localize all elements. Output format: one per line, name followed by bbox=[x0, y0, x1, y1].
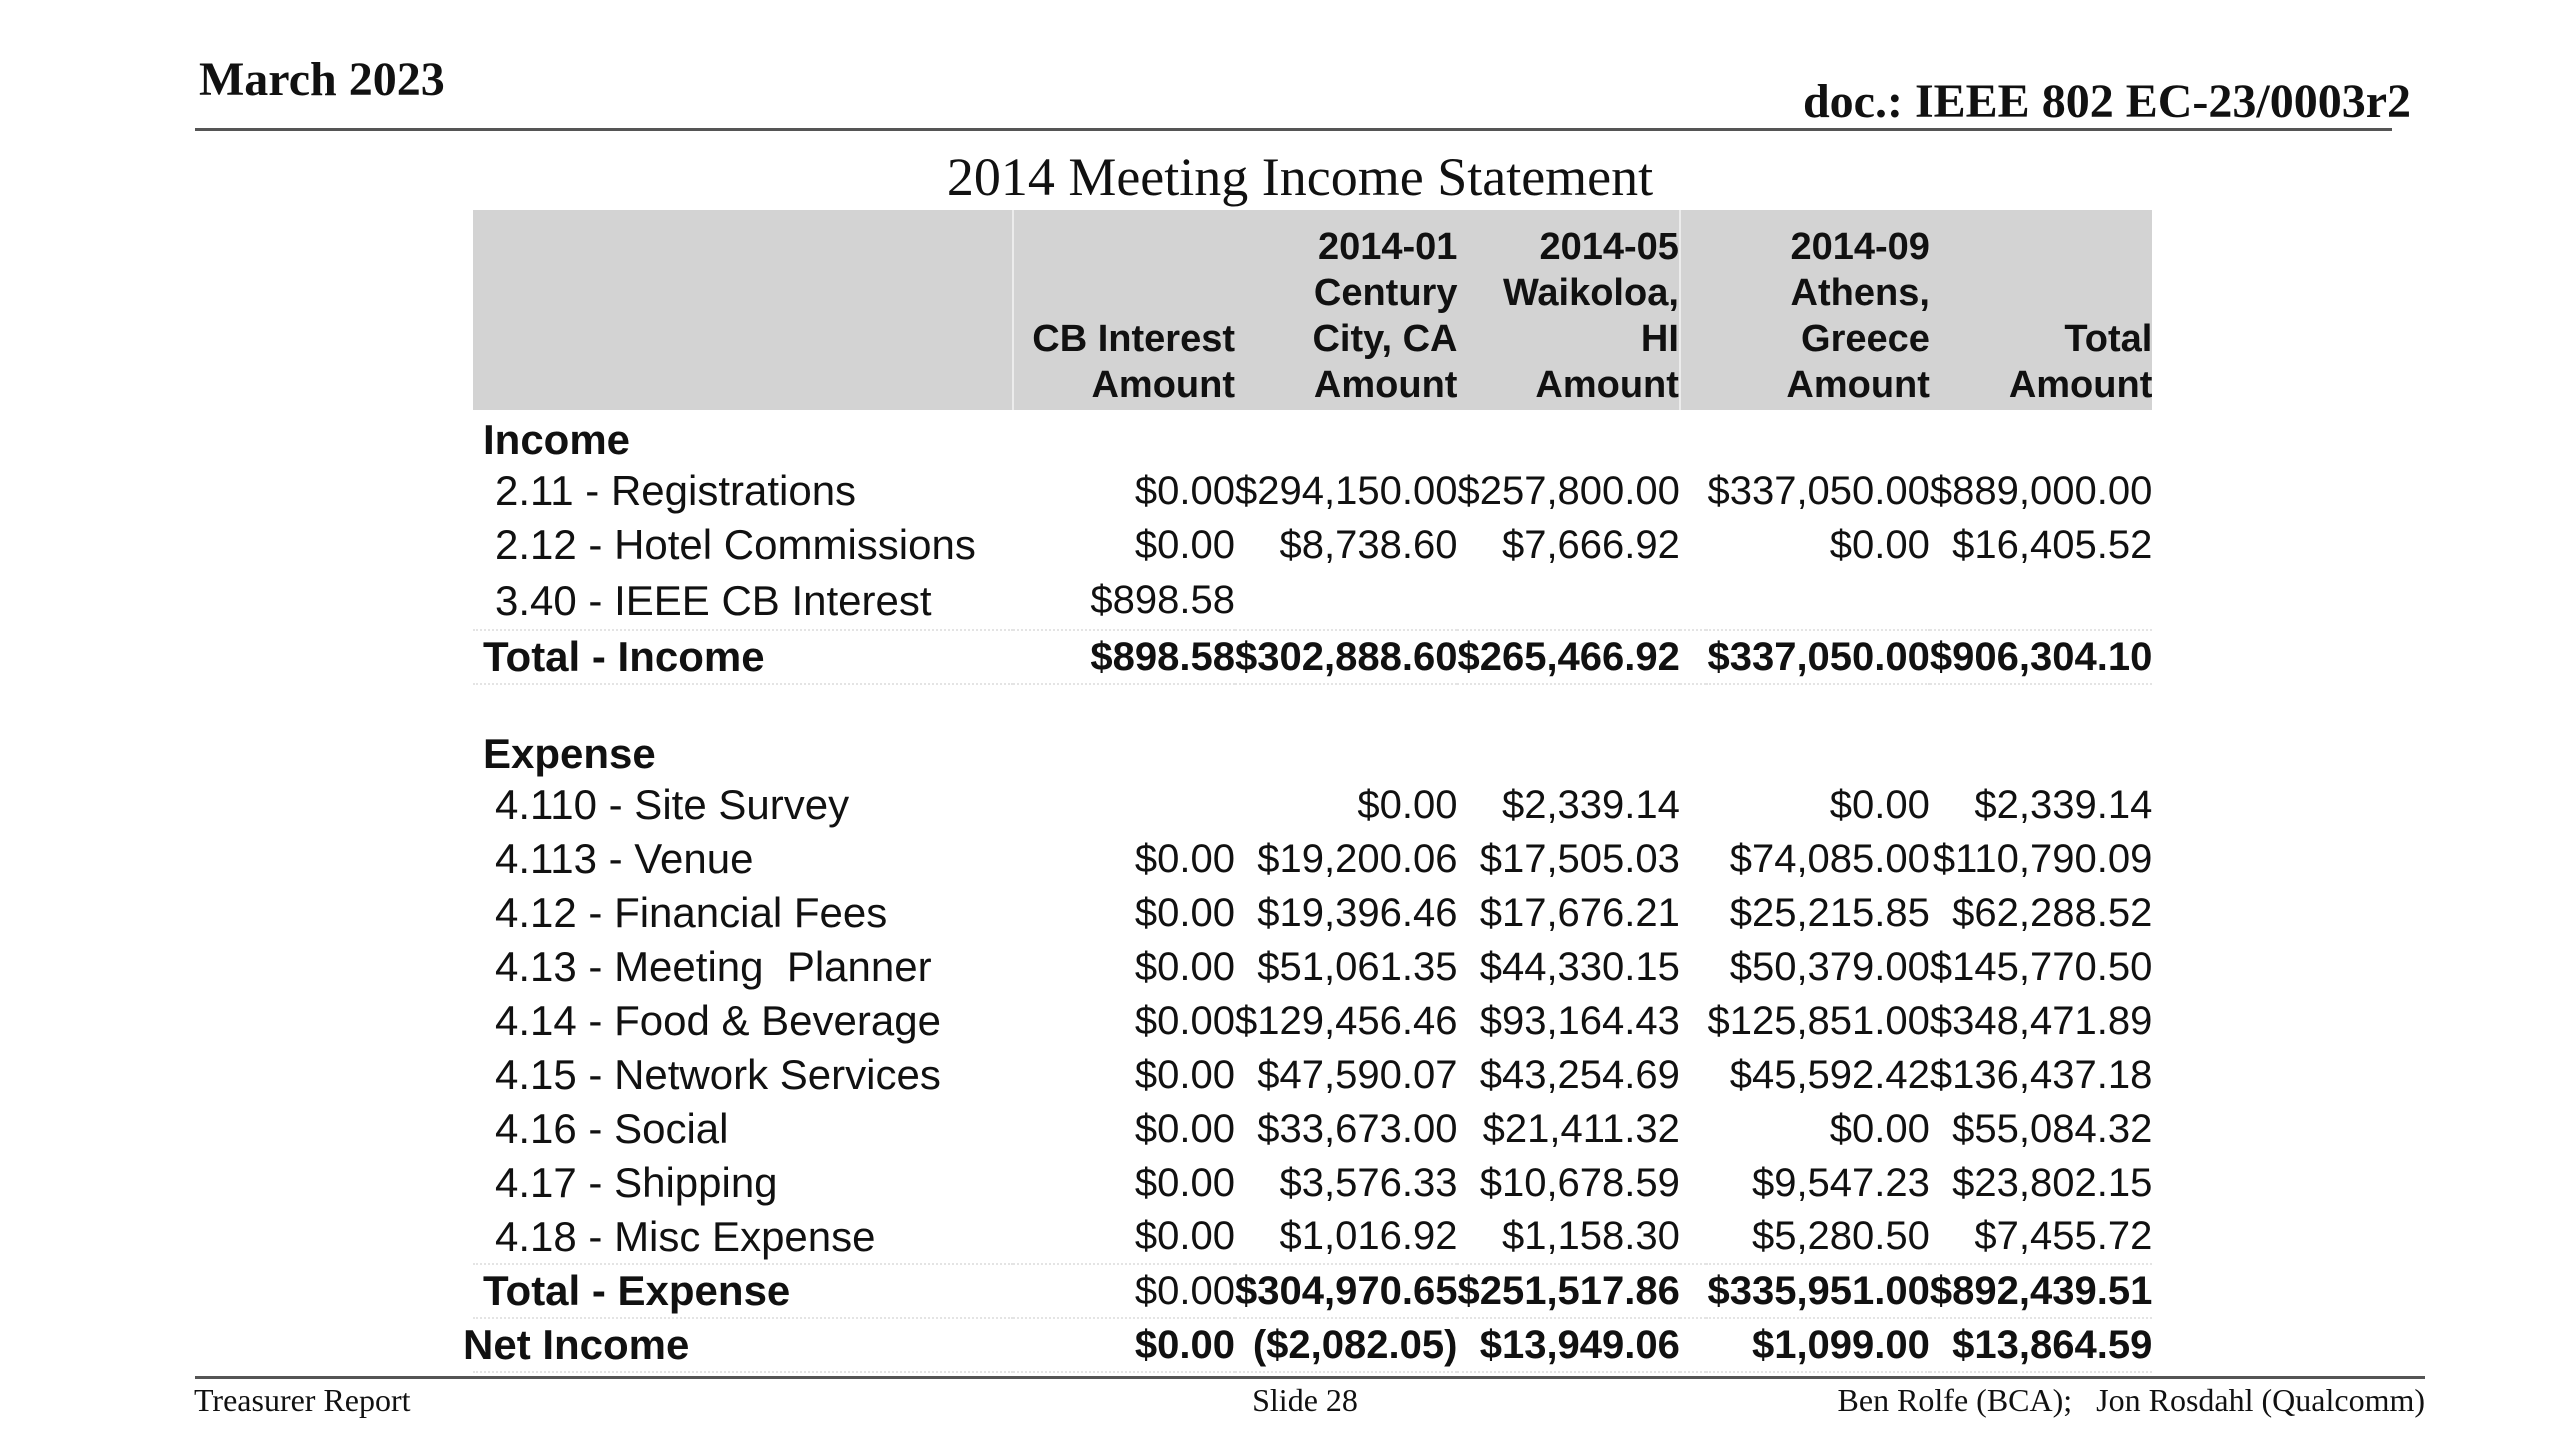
cell-cb-interest: $0.00 bbox=[1134, 1052, 1235, 1097]
row-label: Total - Income bbox=[473, 630, 1013, 684]
cell-total: $110,790.09 bbox=[1932, 836, 2153, 881]
column-header-2014-05 bbox=[1457, 210, 1679, 410]
cell-2014-01 bbox=[1235, 572, 1457, 630]
column-header-total bbox=[1930, 210, 2152, 410]
cell-2014-09 bbox=[1706, 572, 1930, 630]
gap-cell bbox=[1680, 778, 1706, 832]
cell-2014-09: $74,085.00 bbox=[1729, 836, 1930, 881]
gap-cell bbox=[1680, 1102, 1706, 1156]
cell-cb-interest: $898.58 bbox=[1013, 572, 1235, 630]
cell-2014-01: $33,673.00 bbox=[1257, 1106, 1458, 1151]
table-row bbox=[473, 518, 2152, 572]
cell-2014-09: $45,592.42 bbox=[1729, 1052, 1930, 1097]
cell-2014-09: $25,215.85 bbox=[1729, 890, 1930, 935]
cell-total: $889,000.00 bbox=[1929, 468, 2153, 513]
cell-2014-05: $13,949.06 bbox=[1457, 1318, 1679, 1372]
cell-2014-09: $0.00 bbox=[1829, 522, 1930, 567]
header-line: City, CA bbox=[1312, 318, 1458, 360]
cell-cb-interest: $0.00 bbox=[1013, 1264, 1235, 1318]
table-row bbox=[473, 1156, 2152, 1210]
gap-cell bbox=[1680, 940, 1706, 994]
header-line: Century bbox=[1313, 272, 1458, 314]
gap-cell bbox=[1680, 886, 1706, 940]
table-row bbox=[473, 940, 2152, 994]
footer-authors: Ben Rolfe (BCA); Jon Rosdahl (Qualcomm) bbox=[1837, 1382, 2425, 1418]
cell-2014-05: $44,330.15 bbox=[1479, 944, 1680, 989]
cell-2014-09: $337,050.00 bbox=[1707, 468, 1930, 513]
header-line: Athens, bbox=[1790, 272, 1930, 314]
cell-2014-05: $7,666.92 bbox=[1501, 522, 1680, 567]
cell-2014-09: $335,951.00 bbox=[1706, 1264, 1930, 1318]
row-label: Net Income bbox=[463, 1318, 1003, 1372]
cell-2014-01: $129,456.46 bbox=[1235, 998, 1458, 1043]
cell-2014-09: $337,050.00 bbox=[1706, 630, 1930, 684]
expense-section-label: Expense bbox=[483, 730, 656, 777]
cell-cb-interest: $0.00 bbox=[1134, 944, 1235, 989]
cell-total: $145,770.50 bbox=[1929, 944, 2153, 989]
gap-cell bbox=[1680, 518, 1706, 572]
column-header-2014-09 bbox=[1706, 210, 1930, 410]
cell-cb-interest: $0.00 bbox=[1134, 836, 1235, 881]
table-row bbox=[473, 1048, 2152, 1102]
header-line: 2014-09 bbox=[1790, 226, 1930, 268]
header-line: Greece bbox=[1801, 318, 1930, 360]
header-line: 2014-01 bbox=[1317, 226, 1458, 268]
cell-2014-05 bbox=[1457, 572, 1679, 630]
cell-2014-01: $19,396.46 bbox=[1257, 890, 1458, 935]
cell-total: $23,802.15 bbox=[1952, 1160, 2153, 1205]
row-label: 2.12 - Hotel Commissions bbox=[495, 521, 976, 568]
table-row bbox=[473, 1102, 2152, 1156]
cell-cb-interest: $0.00 bbox=[1134, 468, 1235, 513]
cell-cb-interest: $0.00 bbox=[1134, 890, 1235, 935]
header-line: Amount bbox=[1786, 364, 1930, 406]
gap-cell bbox=[1680, 1156, 1706, 1210]
cell-2014-09: $0.00 bbox=[1829, 1106, 1930, 1151]
cell-2014-09: $1,099.00 bbox=[1706, 1318, 1930, 1372]
cell-2014-01: $51,061.35 bbox=[1257, 944, 1458, 989]
cell-cb-interest bbox=[1013, 778, 1235, 832]
table-row bbox=[473, 464, 2152, 518]
row-label: 3.40 - IEEE CB Interest bbox=[473, 572, 1013, 630]
cell-2014-05: $17,505.03 bbox=[1479, 836, 1680, 881]
gap-cell bbox=[1680, 1210, 1706, 1264]
expense-total-row bbox=[473, 1264, 2152, 1318]
income-section-label: Income bbox=[483, 416, 631, 463]
cell-cb-interest: $898.58 bbox=[1013, 630, 1235, 684]
cell-2014-09: $9,547.23 bbox=[1751, 1160, 1930, 1205]
slide-number: Slide 28 bbox=[1252, 1382, 1358, 1418]
cell-2014-05: $17,676.21 bbox=[1479, 890, 1680, 935]
row-label: 2.11 - Registrations bbox=[495, 467, 857, 514]
cell-cb-interest: $0.00 bbox=[1134, 998, 1235, 1043]
cell-total: $348,471.89 bbox=[1929, 998, 2153, 1043]
cell-total: $906,304.10 bbox=[1930, 630, 2152, 684]
table-row bbox=[473, 994, 2152, 1048]
row-label: Total - Expense bbox=[473, 1264, 1013, 1318]
gap-cell bbox=[1680, 572, 1706, 630]
header-line: Amount bbox=[2008, 364, 2153, 406]
table-row bbox=[473, 778, 2152, 832]
table-row bbox=[473, 832, 2152, 886]
cell-2014-05: $93,164.43 bbox=[1479, 998, 1680, 1043]
cell-2014-05: $2,339.14 bbox=[1501, 782, 1680, 827]
cell-total: $62,288.52 bbox=[1952, 890, 2153, 935]
income-total-row bbox=[473, 630, 2152, 684]
cell-total: $55,084.32 bbox=[1952, 1106, 2153, 1151]
cell-total: $13,864.59 bbox=[1930, 1318, 2152, 1372]
gap-cell bbox=[1680, 630, 1706, 684]
expense-section-row bbox=[473, 724, 2152, 778]
cell-cb-interest: $0.00 bbox=[1134, 1160, 1235, 1205]
header-rule bbox=[195, 128, 2392, 131]
header-line: HI bbox=[1640, 318, 1679, 360]
cell-2014-09: $125,851.00 bbox=[1707, 998, 1930, 1043]
table-header-row bbox=[473, 210, 2152, 410]
row-label: 4.18 - Misc Expense bbox=[473, 1210, 1013, 1264]
table-row bbox=[473, 572, 2152, 630]
column-header-2014-01 bbox=[1235, 210, 1457, 410]
cell-2014-01: $3,576.33 bbox=[1279, 1160, 1458, 1205]
cell-2014-05: $10,678.59 bbox=[1479, 1160, 1680, 1205]
cell-2014-01: $302,888.60 bbox=[1235, 630, 1457, 684]
row-label: 4.15 - Network Services bbox=[495, 1051, 941, 1098]
income-statement-table bbox=[463, 210, 2153, 1373]
row-label: 4.14 - Food & Beverage bbox=[495, 997, 941, 1044]
row-label: 4.113 - Venue bbox=[495, 835, 754, 882]
cell-2014-01: $8,738.60 bbox=[1279, 522, 1458, 567]
row-label: 4.17 - Shipping bbox=[495, 1159, 778, 1206]
gap-cell bbox=[1680, 464, 1706, 518]
cell-2014-05: $21,411.32 bbox=[1482, 1106, 1680, 1151]
cell-2014-05: $43,254.69 bbox=[1479, 1052, 1680, 1097]
column-header-cb-interest bbox=[1013, 210, 1235, 410]
cell-2014-05: $265,466.92 bbox=[1457, 630, 1679, 684]
header-gap-cell bbox=[1680, 210, 1706, 410]
cell-2014-01: $294,150.00 bbox=[1235, 468, 1458, 513]
row-label: 4.12 - Financial Fees bbox=[495, 889, 888, 936]
cell-2014-01: $47,590.07 bbox=[1257, 1052, 1458, 1097]
header-line: Total bbox=[2064, 318, 2153, 360]
cell-total: $2,339.14 bbox=[1974, 782, 2153, 827]
header-line: Amount bbox=[1091, 364, 1235, 406]
cell-cb-interest: $0.00 bbox=[1134, 522, 1235, 567]
spacer-row bbox=[473, 684, 2152, 724]
header-date: March 2023 bbox=[199, 53, 445, 106]
cell-total: $7,455.72 bbox=[1930, 1210, 2152, 1264]
cell-2014-01: $0.00 bbox=[1357, 782, 1458, 827]
income-section-row bbox=[473, 410, 2152, 464]
cell-2014-05: $251,517.86 bbox=[1457, 1264, 1679, 1318]
gap-cell bbox=[1680, 994, 1706, 1048]
header-line: CB Interest bbox=[1032, 318, 1235, 360]
cell-2014-01: ($2,082.05) bbox=[1235, 1318, 1457, 1372]
gap-cell bbox=[1680, 832, 1706, 886]
page-title: 2014 Meeting Income Statement bbox=[946, 147, 1654, 207]
net-income-row bbox=[473, 1318, 2152, 1372]
cell-cb-interest: $0.00 bbox=[1013, 1210, 1235, 1264]
cell-total: $16,405.52 bbox=[1952, 522, 2153, 567]
gap-cell bbox=[1680, 1318, 1706, 1372]
header-label-cell bbox=[473, 210, 1013, 410]
cell-cb-interest: $0.00 bbox=[1013, 1318, 1235, 1372]
cell-2014-01: $19,200.06 bbox=[1257, 836, 1458, 881]
cell-2014-01: $304,970.65 bbox=[1235, 1264, 1457, 1318]
cell-2014-09: $50,379.00 bbox=[1729, 944, 1930, 989]
cell-total: $892,439.51 bbox=[1930, 1264, 2152, 1318]
cell-2014-01: $1,016.92 bbox=[1235, 1210, 1457, 1264]
gap-cell bbox=[1680, 1048, 1706, 1102]
cell-cb-interest: $0.00 bbox=[1134, 1106, 1235, 1151]
cell-2014-09: $5,280.50 bbox=[1706, 1210, 1930, 1264]
header-line: Waikoloa, bbox=[1502, 272, 1679, 314]
table-row bbox=[473, 1210, 2152, 1264]
gap-cell bbox=[1680, 1264, 1706, 1318]
row-label: 4.110 - Site Survey bbox=[495, 781, 850, 828]
header-line: Amount bbox=[1313, 364, 1458, 406]
footer-rule bbox=[195, 1376, 2425, 1379]
footer-left: Treasurer Report bbox=[194, 1382, 411, 1418]
cell-2014-05: $257,800.00 bbox=[1457, 468, 1680, 513]
header-line: Amount bbox=[1535, 364, 1679, 406]
cell-total bbox=[1930, 572, 2152, 630]
cell-2014-05: $1,158.30 bbox=[1457, 1210, 1679, 1264]
header-line: 2014-05 bbox=[1539, 226, 1679, 268]
spacer-cell bbox=[473, 684, 2152, 724]
header-doc-id: doc.: IEEE 802 EC-23/0003r2 bbox=[1802, 75, 2411, 128]
row-label: 4.13 - Meeting Planner bbox=[495, 943, 932, 990]
cell-total: $136,437.18 bbox=[1929, 1052, 2153, 1097]
cell-2014-09: $0.00 bbox=[1829, 782, 1930, 827]
table-row bbox=[473, 886, 2152, 940]
row-label: 4.16 - Social bbox=[495, 1105, 729, 1152]
